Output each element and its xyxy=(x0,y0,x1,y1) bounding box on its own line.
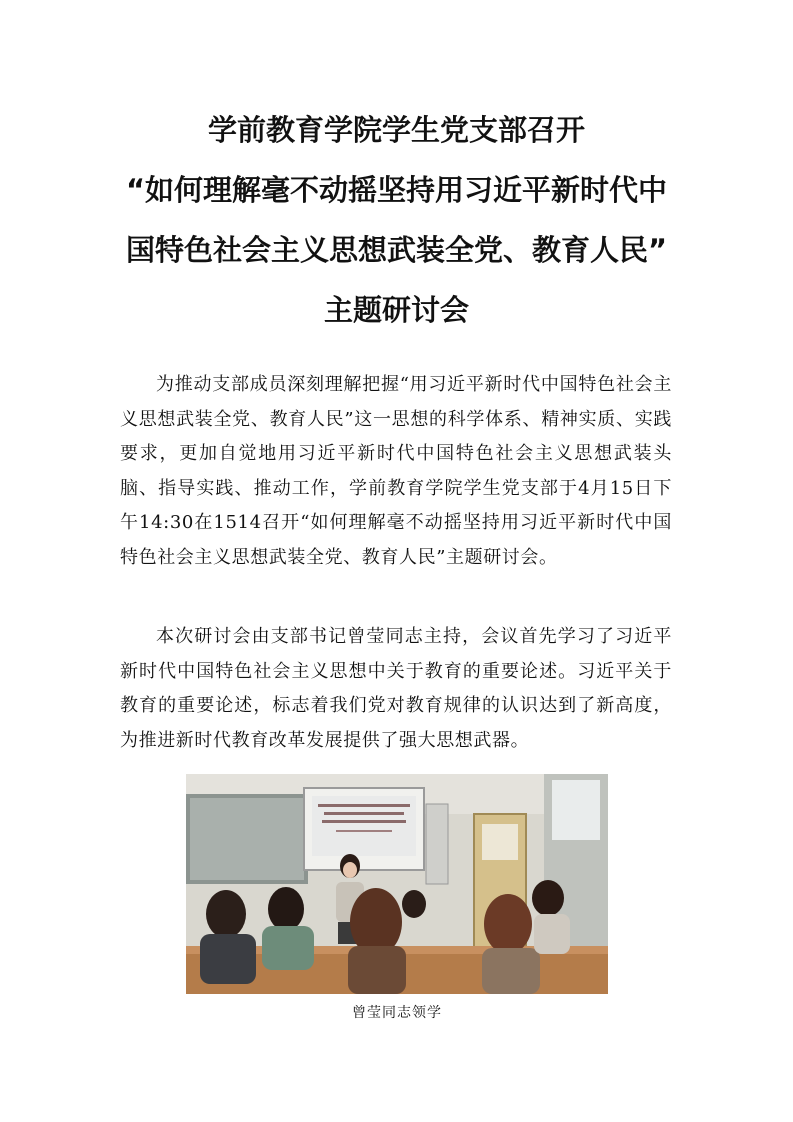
document-title xyxy=(90,100,703,340)
title-line-1: 学前教育学院学生党支部召开 xyxy=(207,113,585,147)
title-line-2: “如何理解毫不动摇坚持用习近平新时代中 xyxy=(125,173,668,207)
photo-caption: 曾莹同志领学 xyxy=(352,1005,442,1021)
body-paragraph-2: 本次研讨会由支部书记曾莹同志主持，会议首先学习了习近平新时代中国特色社会主义思想中关于教育的重要论述。习近平关于教育的重要论述，标志着我们党对教育规律的认识达到了新高度，为推进新时代教育改革发展提供了强大思想武器。 xyxy=(120,626,672,751)
meeting-photo xyxy=(186,774,608,994)
body-paragraph-1: 为推动支部成员深刻理解把握“用习近平新时代中国特色社会主义思想武装全党、教育人民”这一思想的科学体系、精神实质、实践要求，更加自觉地用习近平新时代中国特色社会主义思想武装头脑、指导实践、推动工作，学前教育学院学生党支部于4月15日下午14:30在1514召开“如何理解毫不动摇坚持用习近平新时代中国特色社会主义思想武装全党、教育人民”主题研讨会。 xyxy=(120,374,672,568)
title-line-3: 国特色社会主义思想武装全党、教育人民” xyxy=(125,233,668,267)
title-line-4: 主题研讨会 xyxy=(323,293,469,327)
